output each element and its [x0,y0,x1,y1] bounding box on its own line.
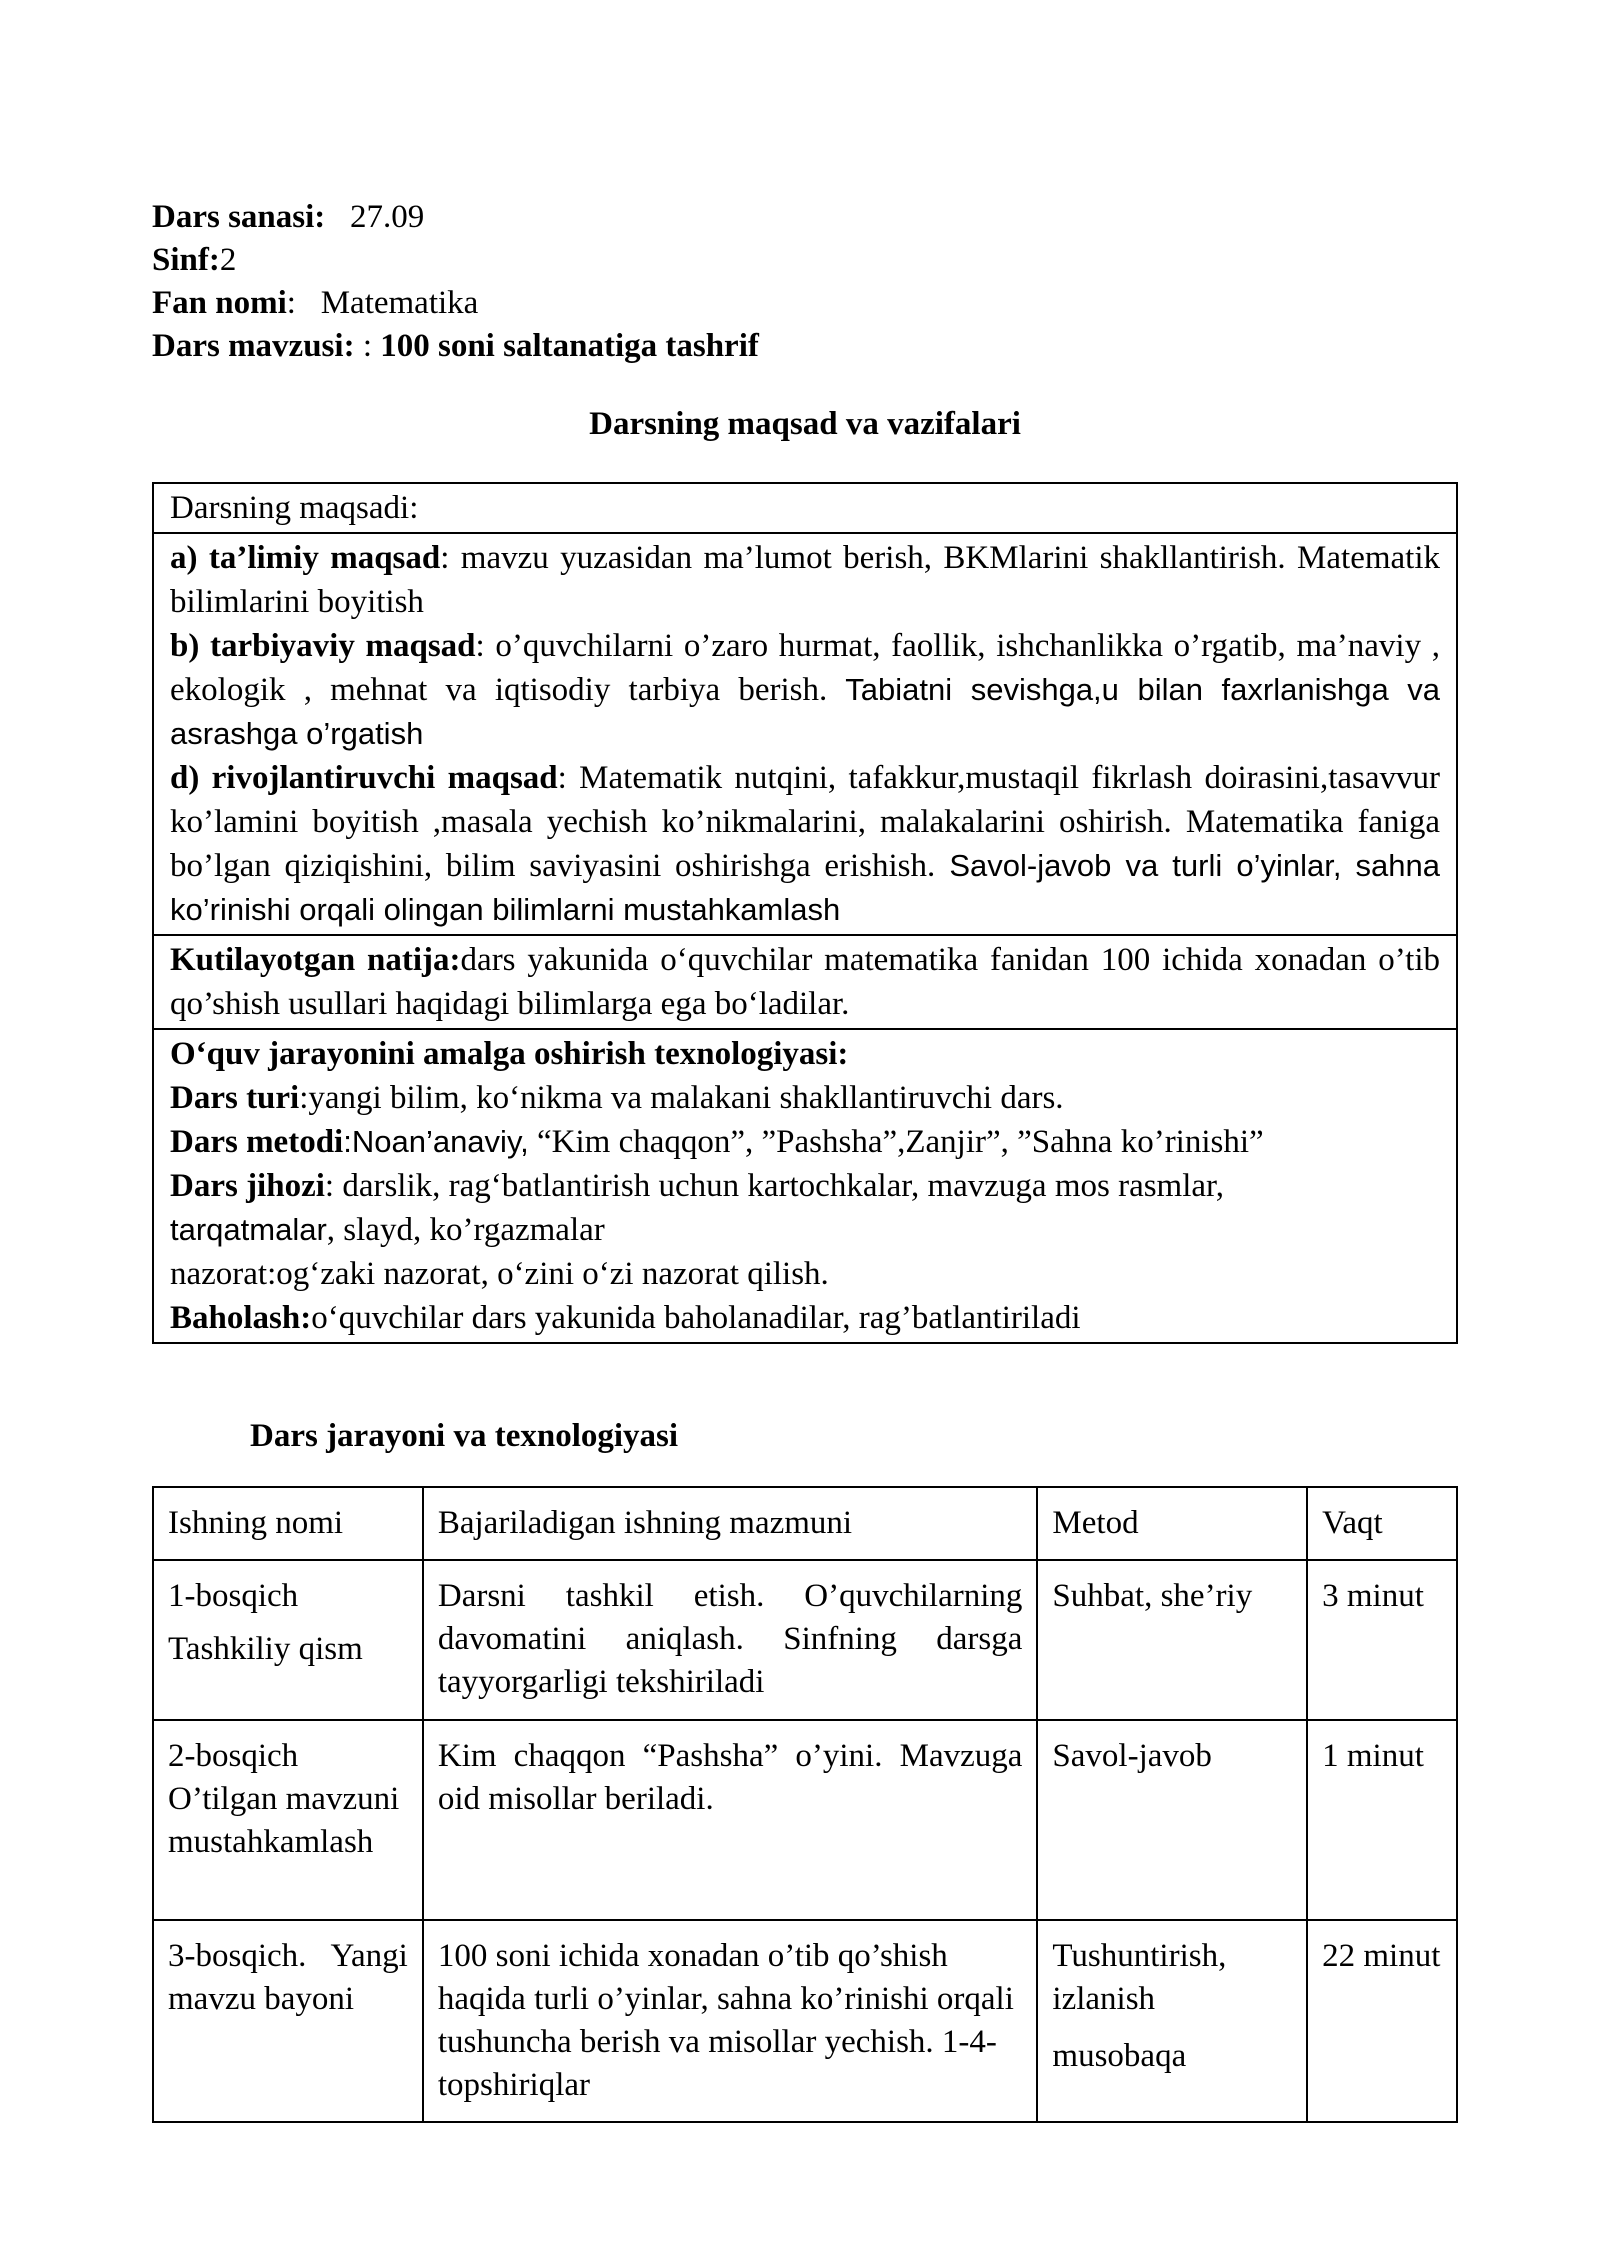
stage-sub: Tashkiliy qism [168,1631,363,1667]
method-text-sans: :Noan’anaviy, [343,1124,529,1159]
subject-value: Matematika [320,285,479,321]
method-cell: Suhbat, she’riy [1037,1560,1307,1720]
result-text: dars yakunida o‘quvchilar matematika fanidan 100 ichida xonadan o’tib qo’shish usullari haqidagi bilimlarga ega bo‘ladilar. [170,942,1440,1022]
method-cell: Savol-javob [1037,1720,1307,1920]
topic-line [152,325,1452,368]
method-label: Dars metodi [170,1124,344,1160]
type-label: Dars turi [170,1080,300,1116]
content-cell: Kim chaqqon “Pashsha” o’yini. Mavzuga oid misollar beriladi. [423,1720,1038,1920]
lesson-method [170,1120,1440,1164]
tech-row [153,1029,1457,1343]
class-label: Sinf: [152,242,220,278]
time-cell: 22 minut [1307,1920,1457,2122]
result-label: Kutilayotgan natija: [170,942,461,978]
plan-header-cell: Bajariladigan ishning mazmuni [423,1487,1038,1560]
lesson-header [152,196,1452,368]
plan-header-cell: Vaqt [1307,1487,1457,1560]
goals-detail-row [153,533,1457,935]
plan-header-row [153,1487,1457,1560]
goals-title-row [153,483,1457,533]
time-cell: 3 minut [1307,1560,1457,1720]
method-extra: musobaqa [1052,2038,1187,2074]
content-cell: Darsni tashkil etish. O’quvchilarning davomatini aniqlash. Sinfning darsga tayyorgarligi tekshiriladi [423,1560,1038,1720]
goal-a-label: a) ta’limiy maqsad [170,540,441,576]
stage-cell: 3-bosqich. Yangi mavzu bayoni [153,1920,423,2122]
control-text: nazorat:og‘zaki nazorat, o‘zini o‘zi nazorat qilish. [170,1256,829,1292]
date-line [152,196,1452,239]
tech-cell [153,1029,1457,1343]
equip-text: : darslik, rag‘batlantirish uchun kartochkalar, mavzuga mos rasmlar, [324,1168,1224,1204]
goal-d-text-sans: Savol-javob va turli o’yinlar, sahna ko’rinishi orqali olingan bilimlarni mustahkamlash [170,848,1441,927]
method-cell [1037,1920,1307,2122]
tech-label: O‘quv jarayonini amalga oshirish texnologiyasi: [170,1036,849,1072]
plan-row [153,1720,1457,1920]
topic-label: Dars mavzusi: [152,328,355,364]
equip-sans: tarqatmalar [170,1212,327,1247]
lesson-assessment [170,1296,1440,1340]
date-value: 27.09 [350,199,425,235]
result-row [153,935,1457,1029]
goal-a-text: : mavzu yuzasidan ma’lumot berish, BKMlarini shakllantirish. Matematik bilimlarini boyitish [170,540,1440,620]
goals-detail-cell [153,533,1457,935]
subject-line: Fan nomi: Matematika [152,285,479,321]
plan-row [153,1560,1457,1720]
goals-title-cell [153,483,1457,533]
assess-label: Baholash: [170,1300,312,1336]
stage-name: 1-bosqich [168,1578,299,1614]
plan-row [153,1920,1457,2122]
equip-label: Dars jihozi [170,1168,325,1204]
goal-b [170,624,1440,756]
equip-text2: , slayd, ko’rgazmalar [326,1212,605,1248]
plan-heading: Dars jarayoni va texnologiyasi [250,1418,679,1454]
goal-a [170,536,1440,624]
plan-table [152,1486,1458,2123]
time-cell: 1 minut [1307,1720,1457,1920]
goal-b-label: b) tarbiyaviy maqsad [170,628,476,664]
type-text: :yangi bilim, ko‘nikma va malakani shakllantiruvchi dars. [299,1080,1064,1116]
date-label: Dars sanasi: [152,199,326,235]
lesson-control [170,1252,1440,1296]
topic-value: 100 soni saltanatiga tashrif [380,328,759,364]
method-main: Tushuntirish, izlanish [1052,1938,1227,2017]
goals-heading: Darsning maqsad va vazifalari [589,406,1021,442]
stage-cell [153,1560,423,1720]
method-text: “Kim chaqqon”, ”Pashsha”,Zanjir”, ”Sahna ko’rinishi” [528,1124,1264,1160]
assess-text: o‘quvchilar dars yakunida baholanadilar, rag’batlantiriladi [311,1300,1081,1336]
goal-b-text-sans: Tabiatni sevishga,u bilan faxrlanishga va asrashga o’rgatish [170,672,1441,751]
goals-title: Darsning maqsadi: [170,490,419,526]
stage-cell: 2-bosqich O’tilgan mavzuni mustahkamlash [153,1720,423,1920]
goal-d-label: d) rivojlantiruvchi maqsad [170,760,558,796]
tech-title [170,1032,1440,1076]
plan-header-cell: Ishning nomi [153,1487,423,1560]
lesson-equipment [170,1164,1440,1208]
topic-sep: : [362,328,372,364]
class-value: 2 [219,242,237,278]
subject-label: Fan nomi [152,285,287,321]
class-line [152,239,1452,282]
result-cell [153,935,1457,1029]
goal-d [170,756,1440,932]
content-cell: 100 soni ichida xonadan o’tib qo’shish haqida turli o’yinlar, sahna ko’rinishi orqali tushuncha berish va misollar yechish. 1-4-topshiriqlar [423,1920,1038,2122]
plan-header-cell: Metod [1037,1487,1307,1560]
lesson-type [170,1076,1440,1120]
goal-b-text: : o’quvchilarni o’zaro hurmat, faollik, ishchanlikka o’rgatib, ma’naviy , ekologik , mehnat va iqtisodiy tarbiya berish. [170,628,1440,708]
lesson-equipment-2 [170,1208,1440,1252]
goals-table [152,482,1458,1344]
goal-d-text: : Matematik nutqini, tafakkur,mustaqil fikrlash doirasini,tasavvur ko’lamini boyitish ,masala yechish ko’nikmalarini, malakalarini oshirish. Matematika faniga bo’lgan qiziqishini, bilim saviyasini oshirishga erishish. [170,760,1440,884]
